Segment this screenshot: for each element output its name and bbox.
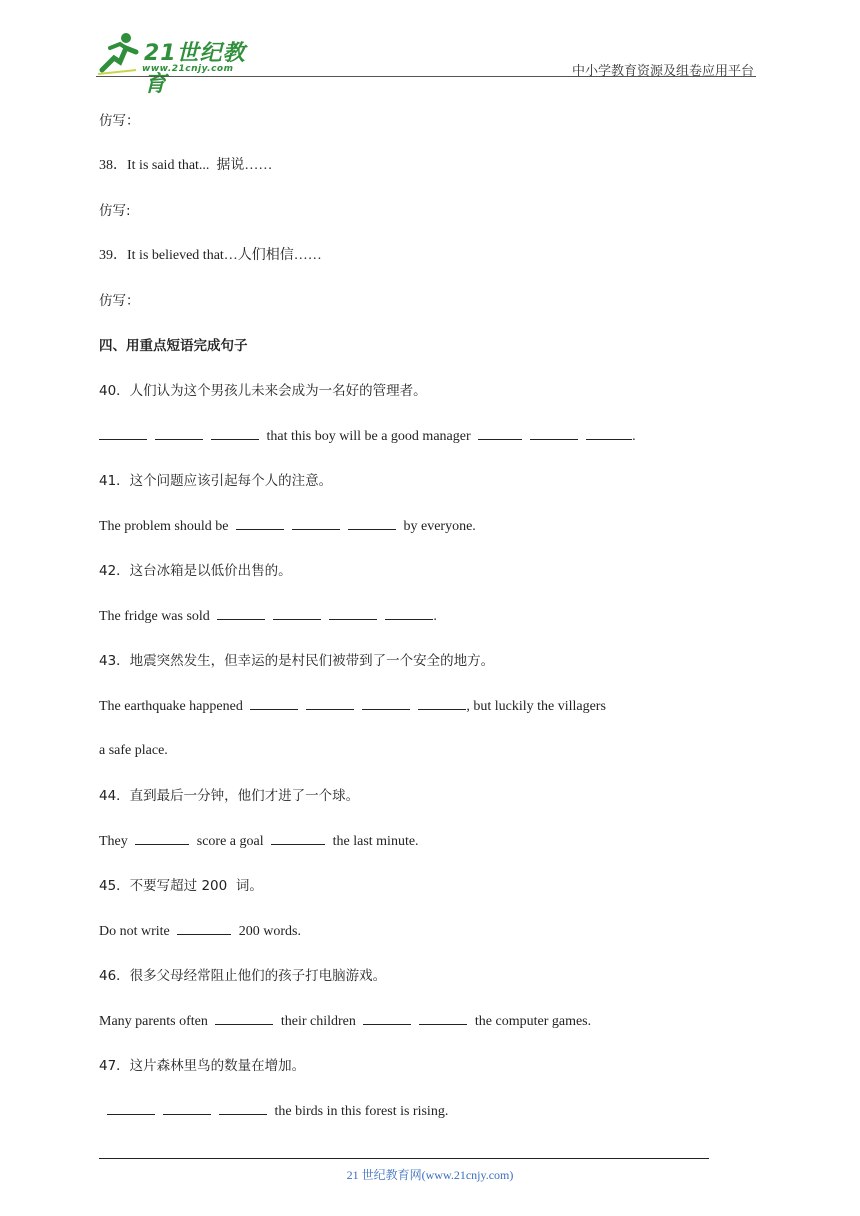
question-38: 38．It is said that... 据说…… — [99, 158, 273, 173]
footer-divider — [99, 1158, 709, 1159]
answer-blank[interactable] — [250, 697, 298, 710]
answer-blank[interactable] — [163, 1102, 211, 1115]
answer-text: They — [99, 834, 128, 849]
imitation-label: 仿写: — [99, 203, 131, 219]
answer-blank[interactable] — [155, 427, 203, 440]
imitation-label: 仿写： — [99, 113, 140, 129]
answer-blank[interactable] — [217, 607, 265, 620]
answer-41 — [99, 517, 476, 536]
page-header — [0, 0, 860, 97]
header-divider — [96, 76, 756, 77]
answer-blank[interactable] — [586, 427, 632, 440]
answer-blank[interactable] — [177, 922, 231, 935]
question-45: 45．不要写超过 200 词。 — [99, 878, 263, 894]
answer-blank[interactable] — [236, 517, 284, 530]
answer-blank[interactable] — [419, 1012, 467, 1025]
answer-blank[interactable] — [273, 607, 321, 620]
logo-text: 21世纪教育 — [144, 41, 246, 97]
question-39: 39．It is believed that…人们相信…… — [99, 248, 322, 263]
footer-text: 21 世纪教育网(www.21cnjy.com) — [346, 1168, 514, 1182]
answer-blank[interactable] — [215, 1012, 273, 1025]
answer-47 — [99, 1102, 448, 1121]
answer-46 — [99, 1012, 591, 1031]
answer-text: the birds in this forest is rising. — [274, 1104, 449, 1119]
answer-text: that this boy will be a good manager — [266, 429, 471, 444]
answer-blank[interactable] — [418, 697, 466, 710]
answer-blank[interactable] — [306, 697, 354, 710]
answer-blank[interactable] — [530, 427, 578, 440]
answer-text: Many parents often — [99, 1014, 208, 1029]
answer-blank[interactable] — [478, 427, 522, 440]
imitation-label: 仿写： — [99, 293, 140, 309]
answer-43 — [99, 697, 606, 716]
question-46: 46．很多父母经常阻止他们的孩子打电脑游戏。 — [99, 968, 387, 984]
answer-blank[interactable] — [107, 1102, 155, 1115]
answer-43-cont: a safe place. — [99, 743, 168, 758]
answer-text: the last minute. — [332, 834, 419, 849]
answer-blank[interactable] — [219, 1102, 267, 1115]
answer-blank[interactable] — [292, 517, 340, 530]
answer-text: score a goal — [196, 834, 264, 849]
answer-blank[interactable] — [362, 697, 410, 710]
question-41: 41．这个问题应该引起每个人的注意。 — [99, 473, 333, 489]
logo-url: www.21cnjy.com — [142, 64, 234, 74]
answer-text: the computer games. — [474, 1014, 592, 1029]
answer-blank[interactable] — [363, 1012, 411, 1025]
question-42: 42．这台冰箱是以低价出售的。 — [99, 563, 292, 579]
answer-blank[interactable] — [271, 832, 325, 845]
answer-text: The earthquake happened — [99, 699, 243, 714]
answer-text: Do not write — [99, 924, 170, 939]
answer-text: The problem should be — [99, 519, 229, 534]
question-40: 40．人们认为这个男孩儿未来会成为一名好的管理者。 — [99, 383, 427, 399]
answer-text: , but luckily the villagers — [466, 699, 606, 714]
section-heading: 四、用重点短语完成句子 — [99, 338, 248, 354]
answer-blank[interactable] — [385, 607, 433, 620]
answer-blank[interactable] — [211, 427, 259, 440]
answer-blank[interactable] — [135, 832, 189, 845]
answer-42: The fridge was sold . — [99, 609, 437, 624]
answer-40: that this boy will be a good manager . — [99, 427, 636, 446]
question-43: 43．地震突然发生，但幸运的是村民们被带到了一个安全的地方。 — [99, 653, 495, 669]
platform-title: 中小学教育资源及组卷应用平台 — [571, 64, 754, 79]
answer-blank[interactable] — [348, 517, 396, 530]
answer-text: 200 words. — [238, 924, 301, 939]
answer-text: The fridge was sold — [99, 609, 210, 624]
answer-text: by everyone. — [403, 519, 476, 534]
question-44: 44．直到最后一分钟，他们才进了一个球。 — [99, 788, 360, 804]
question-47: 47．这片森林里鸟的数量在增加。 — [99, 1058, 306, 1074]
site-logo — [96, 30, 266, 97]
answer-blank[interactable] — [99, 427, 147, 440]
answer-blank[interactable] — [329, 607, 377, 620]
runner-logo-icon — [96, 30, 144, 76]
answer-text: their children — [280, 1014, 356, 1029]
answer-44 — [99, 832, 419, 851]
answer-45 — [99, 922, 301, 941]
